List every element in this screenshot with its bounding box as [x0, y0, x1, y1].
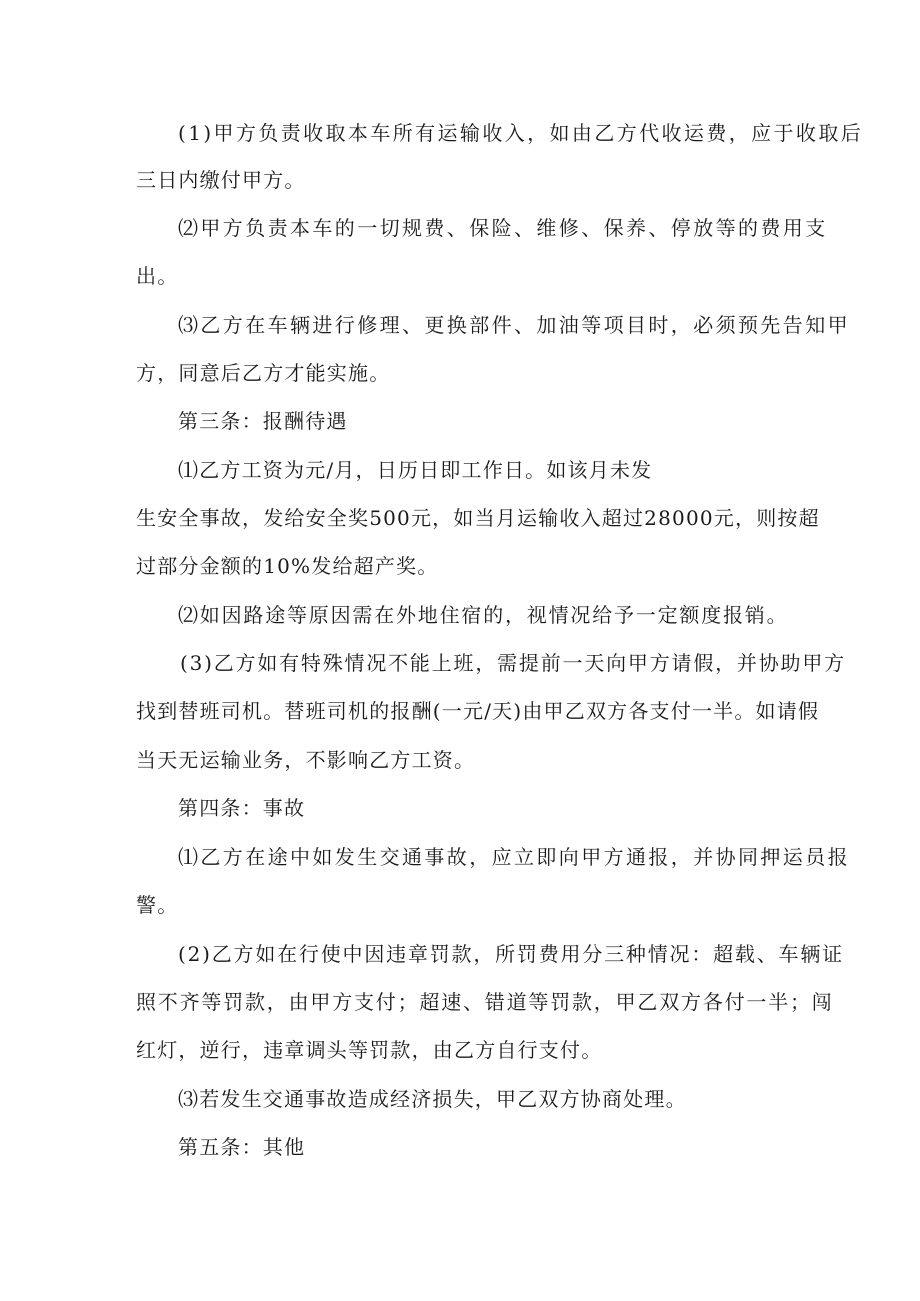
section-heading-4: 第四条：事故: [178, 796, 306, 820]
paragraph-4-line-2: 生安全事故，发给安全奖500元，如当月运输收入超过28000元，则按超: [136, 506, 820, 530]
paragraph-2-line-1: ⑵甲方负责本车的一切规费、保险、维修、保养、停放等的费用支: [178, 216, 828, 240]
paragraph-8-line-3: 红灯，逆行，违章调头等罚款，由乙方自行支付。: [136, 1038, 603, 1062]
section-heading-5: 第五条：其他: [178, 1135, 306, 1159]
paragraph-3-line-1: ⑶乙方在车辆进行修理、更换部件、加油等项目时，必须预先告知甲: [178, 313, 850, 337]
paragraph-6-line-2: 找到替班司机。替班司机的报酬(一元/天)由甲乙双方各支付一半。如请假: [136, 699, 820, 723]
paragraph-2-line-2: 出。: [136, 264, 179, 288]
paragraph-4-line-3: 过部分金额的10%发给超产奖。: [136, 554, 439, 578]
paragraph-3-line-2: 方，同意后乙方才能实施。: [136, 361, 391, 385]
paragraph-4-line-1: ⑴乙方工资为元/月，日历日即工作日。如该月未发: [178, 458, 653, 482]
paragraph-8-line-1: (2)乙方如在行使中因违章罚款，所罚费用分三种情况：超载、车辆证: [178, 942, 844, 966]
paragraph-6-line-1: (3)乙方如有特殊情况不能上班，需提前一天向甲方请假，并协助甲方: [180, 651, 846, 675]
paragraph-6-line-3: 当天无运输业务，不影响乙方工资。: [136, 748, 476, 772]
paragraph-7-line-2: 警。: [136, 893, 179, 917]
section-heading-3: 第三条：报酬待遇: [178, 409, 348, 433]
paragraph-1-line-2: 三日内缴付甲方。: [136, 168, 306, 192]
paragraph-5: ⑵如因路途等原因需在外地住宿的，视情况给予一定额度报销。: [178, 603, 789, 627]
paragraph-7-line-1: ⑴乙方在途中如发生交通事故，应立即向甲方通报，并协同押运员报: [178, 845, 850, 869]
paragraph-8-line-2: 照不齐等罚款，由甲方支付；超速、错道等罚款，甲乙双方各付一半；闯: [136, 990, 834, 1014]
paragraph-9: ⑶若发生交通事故造成经济损失，甲乙双方协商处理。: [178, 1087, 687, 1111]
paragraph-1-line-1: (1)甲方负责收取本车所有运输收入，如由乙方代收运费，应于收取后: [178, 121, 864, 145]
